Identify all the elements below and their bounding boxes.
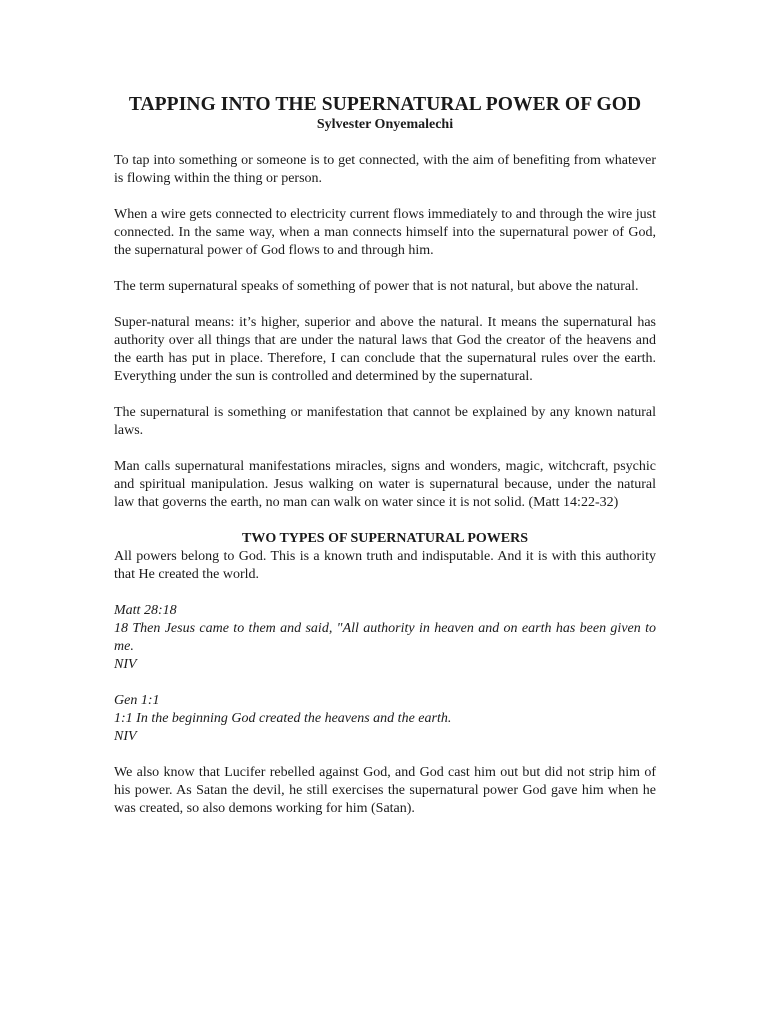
paragraph-super-natural-means: Super-natural means: it’s higher, superior and above the natural. It means the supernatural has authority over all things that are under the natural laws that God the creator of the heavens and the earth has put in place. Therefore, I can conclude that the supernatural rules over the earth. Everything under the sun is controlled and determined by the supernatural. — [114, 315, 656, 384]
verse-block-matt — [114, 602, 656, 674]
document-page — [114, 94, 656, 818]
paragraph-term-supernatural: The term supernatural speaks of something of power that is not natural, but above the natural. — [114, 279, 639, 294]
document-title: TAPPING INTO THE SUPERNATURAL POWER OF GOD — [128, 94, 642, 115]
paragraph-wire: When a wire gets connected to electricity current flows immediately to and through the wire just connected. In the same way, when a man connects himself into the supernatural power of God, the supernatural power of God flows to and through him. — [114, 207, 656, 258]
verse-text: 1:1 In the beginning God created the heavens and the earth. — [114, 711, 452, 726]
paragraph-manifestation: The supernatural is something or manifestation that cannot be explained by any known natural laws. — [114, 405, 656, 438]
verse-reference: Gen 1:1 — [114, 693, 160, 708]
verse-version: NIV — [114, 657, 137, 672]
verse-text: 18 Then Jesus came to them and said, "All authority in heaven and on earth has been given to me. — [114, 621, 656, 654]
paragraph-lucifer: We also know that Lucifer rebelled against God, and God cast him out but did not strip him of his power. As Satan the devil, he still exercises the supernatural power God gave him when he was created, so also demons working for him (Satan). — [114, 765, 656, 816]
document-author: Sylvester Onyemalechi — [316, 117, 454, 132]
verse-version: NIV — [114, 729, 137, 744]
section-heading: TWO TYPES OF SUPERNATURAL POWERS — [241, 531, 528, 546]
section-intro: All powers belong to God. This is a known truth and indisputable. And it is with this authority that He created the world. — [114, 549, 656, 582]
verse-reference: Matt 28:18 — [114, 603, 177, 618]
verse-block-gen — [114, 692, 656, 746]
paragraph-tap-into: To tap into something or someone is to get connected, with the aim of benefiting from whatever is flowing within the thing or person. — [114, 153, 656, 186]
paragraph-miracles: Man calls supernatural manifestations miracles, signs and wonders, magic, witchcraft, psychic and spiritual manipulation. Jesus walking on water is supernatural because, under the natural law that governs the earth, no man can walk on water since it is not solid. (Matt 14:22-32) — [114, 459, 656, 510]
